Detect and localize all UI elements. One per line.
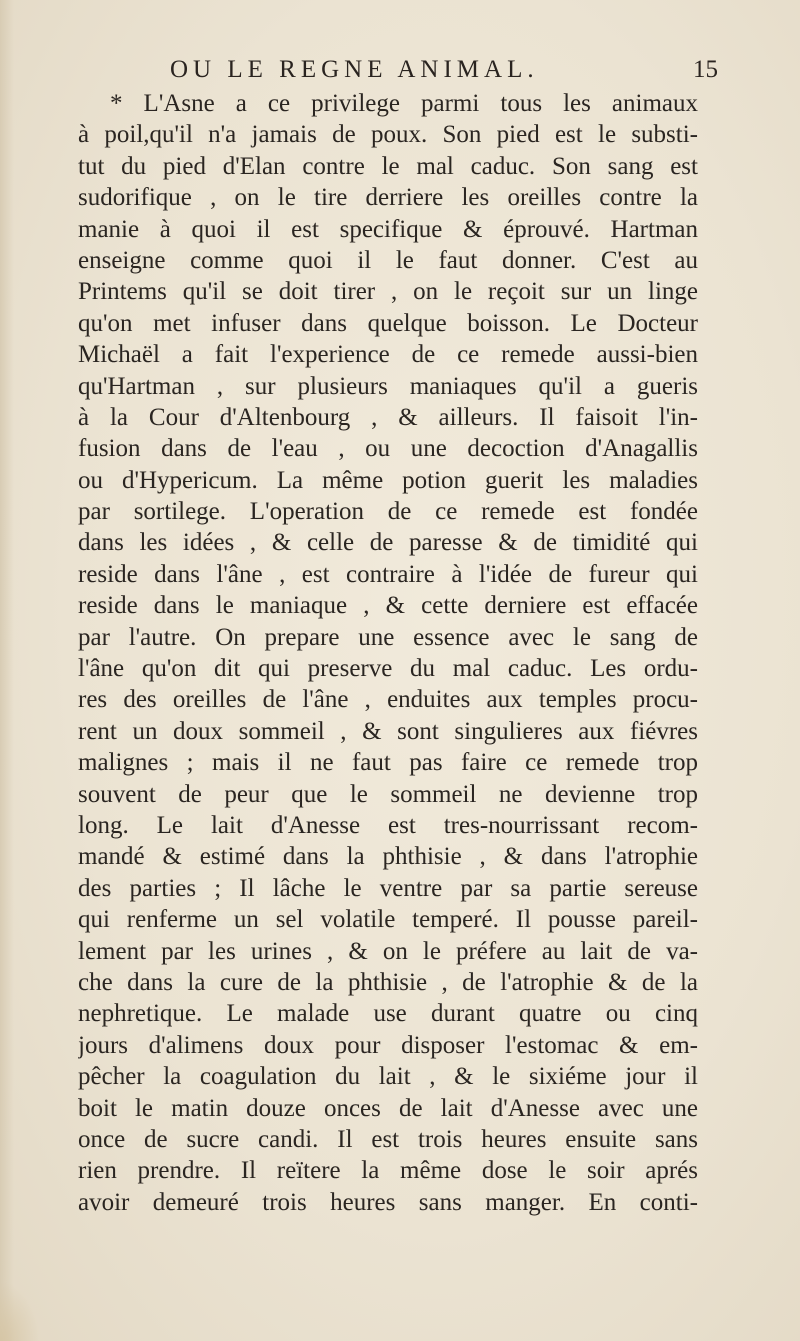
- text-line: reside dans le maniaque , & cette derniere est effacée: [78, 592, 698, 620]
- text-line: nephretique. Le malade use durant quatre ou cinq: [78, 1000, 698, 1028]
- text-line: avoir demeuré trois heures sans manger. En conti-: [78, 1188, 698, 1216]
- text-line: reside dans l'âne , est contraire à l'idée de fureur qui: [78, 560, 698, 588]
- text-line: par l'autre. On prepare une essence avec le sang de: [78, 623, 698, 651]
- text-line: malignes ; mais il ne faut pas faire ce remede trop: [78, 749, 698, 777]
- text-line: manie à quoi il est specifique & éprouvé. Hartman: [78, 215, 698, 243]
- text-line: Printems qu'il se doit tirer , on le reçoit sur un linge: [78, 278, 698, 306]
- page-number: 15: [693, 56, 718, 83]
- text-line: pêcher la coagulation du lait , & le sixiéme jour il: [78, 1063, 698, 1091]
- gutter-shadow: [0, 0, 14, 1341]
- text-line: des parties ; Il lâche le ventre par sa partie sereuse: [78, 874, 698, 902]
- text-line: res des oreilles de l'âne , enduites aux temples procu-: [78, 686, 698, 714]
- text-line: tut du pied d'Elan contre le mal caduc. Son sang est: [78, 152, 698, 180]
- text-line: à poil,qu'il n'a jamais de poux. Son pied est le substi-: [78, 121, 698, 149]
- text-line: par sortilege. L'operation de ce remede est fondée: [78, 498, 698, 526]
- text-line: ou d'Hypericum. La même potion guerit les maladies: [78, 466, 698, 494]
- text-line: rien prendre. Il reïtere la même dose le soir aprés: [78, 1157, 698, 1185]
- text-line: enseigne comme quoi il le faut donner. C'est au: [78, 246, 698, 274]
- text-line: souvent de peur que le sommeil ne devienne trop: [78, 780, 698, 808]
- text-line: à la Cour d'Altenbourg , & ailleurs. Il faisoit l'in-: [78, 403, 698, 431]
- text-line: * L'Asne a ce privilege parmi tous les animaux: [110, 90, 698, 117]
- text-line: dans les idées , & celle de paresse & de timidité qui: [78, 529, 698, 557]
- text-line: jours d'alimens doux pour disposer l'estomac & em-: [78, 1031, 698, 1059]
- text-line: mandé & estimé dans la phthisie , & dans l'atrophie: [78, 843, 698, 871]
- text-line: sudorifique , on le tire derriere les oreilles contre la: [78, 184, 698, 212]
- text-line: long. Le lait d'Anesse est tres-nourrissant recom-: [78, 811, 698, 839]
- text-line: qui renferme un sel volatile temperé. Il pousse pareil-: [78, 906, 698, 934]
- text-line: boit le matin douze onces de lait d'Anesse avec une: [78, 1094, 698, 1122]
- text-line: once de sucre candi. Il est trois heures ensuite sans: [78, 1125, 698, 1153]
- text-line: lement par les urines , & on le préfere au lait de va-: [78, 937, 698, 965]
- text-line: fusion dans de l'eau , ou une decoction d'Anagallis: [78, 435, 698, 463]
- text-line: Michaël a fait l'experience de ce remede aussi-bien: [78, 341, 698, 369]
- text-line: che dans la cure de la phthisie , de l'atrophie & de la: [78, 968, 698, 996]
- text-line: rent un doux sommeil , & sont singulieres aux fiévres: [78, 717, 698, 745]
- running-head: [78, 56, 718, 88]
- text-line: qu'Hartman , sur plusieurs maniaques qu'il a gueris: [78, 372, 698, 400]
- text-line: l'âne qu'on dit qui preserve du mal caduc. Les ordu-: [78, 655, 698, 683]
- paper-stain: [0, 1281, 40, 1341]
- body-text: [78, 88, 698, 1218]
- running-title: OU LE REGNE ANIMAL.: [170, 56, 539, 83]
- text-line: qu'on met infuser dans quelque boisson. Le Docteur: [78, 309, 698, 337]
